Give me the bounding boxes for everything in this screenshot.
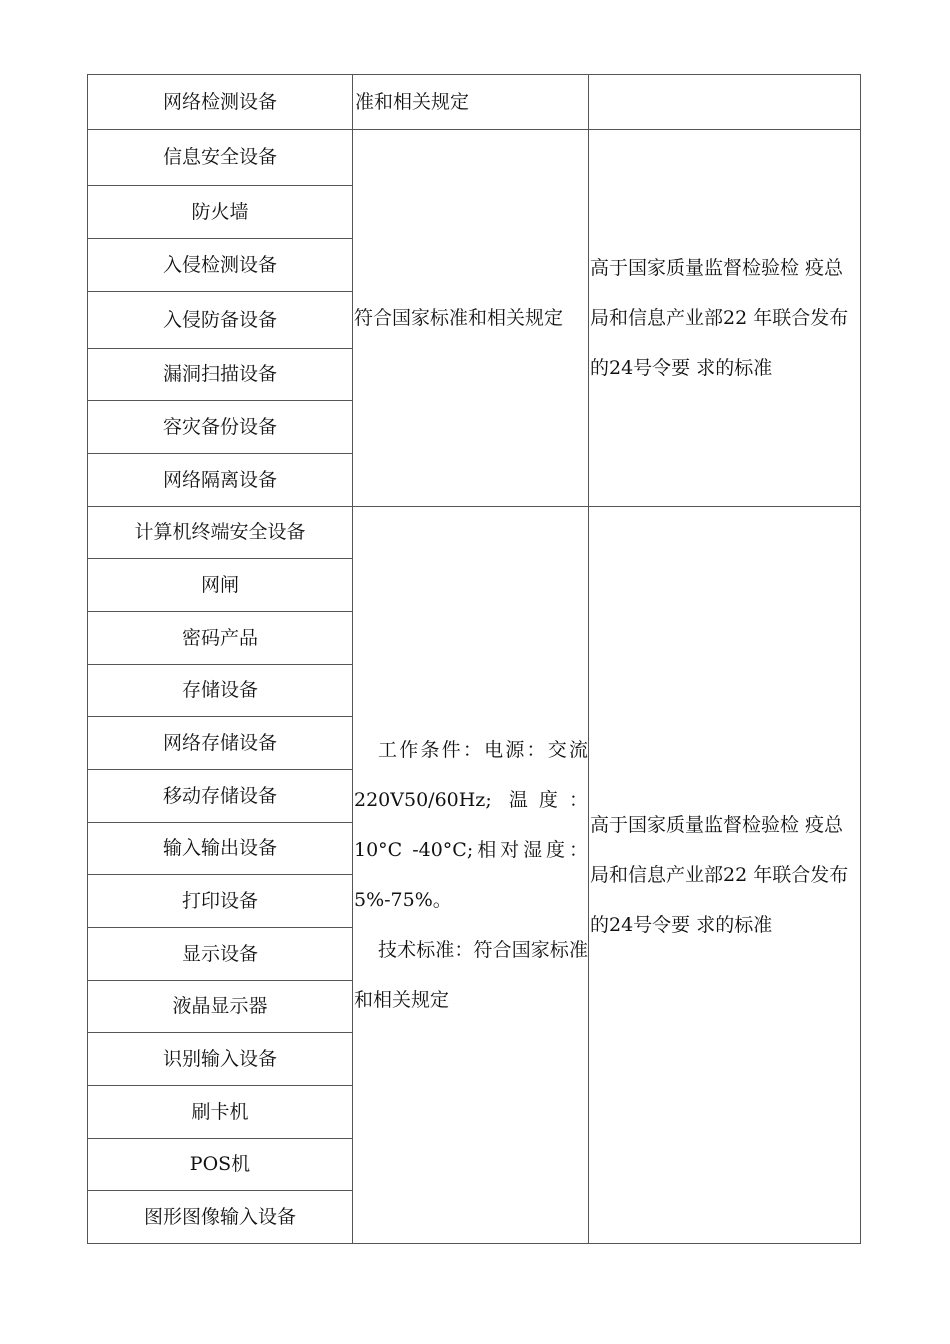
device-name-cell: 显示设备 [88,928,353,981]
device-name-cell: 图形图像输入设备 [88,1191,353,1244]
device-name-cell: 防火墙 [88,186,353,239]
device-name-cell: 存储设备 [88,665,353,717]
device-name-cell: 液晶显示器 [88,981,353,1033]
table-row [88,130,861,186]
requirement-cell [353,130,589,507]
device-name-cell: 网络存储设备 [88,717,353,770]
device-name-cell: 密码产品 [88,612,353,665]
standard-text: 高于国家质量监督检验检 疫总局和信息产业部22 年联合发布的24号令要 求的标准 [590,814,849,936]
table-row [88,75,861,130]
requirement-cell: 准和相关规定 [353,75,589,130]
requirement-text: 符合国家标准和相关规定 [354,307,564,329]
device-name-cell: 识别输入设备 [88,1033,353,1086]
device-name-cell: 入侵检测设备 [88,239,353,292]
device-name-cell: 漏洞扫描设备 [88,349,353,401]
device-name-cell: 网络隔离设备 [88,454,353,507]
device-name-cell: POS机 [88,1139,353,1191]
standard-cell [589,507,861,1244]
table-row [88,507,861,559]
device-name-cell: 计算机终端安全设备 [88,507,353,559]
requirement-cell [353,507,589,1244]
device-name-cell: 信息安全设备 [88,130,353,186]
device-name-cell: 打印设备 [88,875,353,928]
device-name-cell: 入侵防备设备 [88,292,353,349]
standard-cell [589,75,861,130]
technical-standard-text: 技术标准：符合国家标准和相关规定 [354,939,588,1011]
device-name-cell: 网闸 [88,559,353,612]
device-name-cell: 容灾备份设备 [88,401,353,454]
standard-cell [589,130,861,507]
equipment-standards-table [87,74,861,1244]
standard-text: 高于国家质量监督检验检 疫总局和信息产业部22 年联合发布的24号令要 求的标准 [590,257,849,379]
device-name-cell: 移动存储设备 [88,770,353,823]
device-name-cell: 输入输出设备 [88,823,353,875]
device-name-cell: 刷卡机 [88,1086,353,1139]
working-conditions-text: 工作条件：电源：交流 220V50/60Hz; 温度：10°C -40°C;相对湿度：5%-75%。 [354,739,588,911]
device-name-cell: 网络检测设备 [88,75,353,130]
